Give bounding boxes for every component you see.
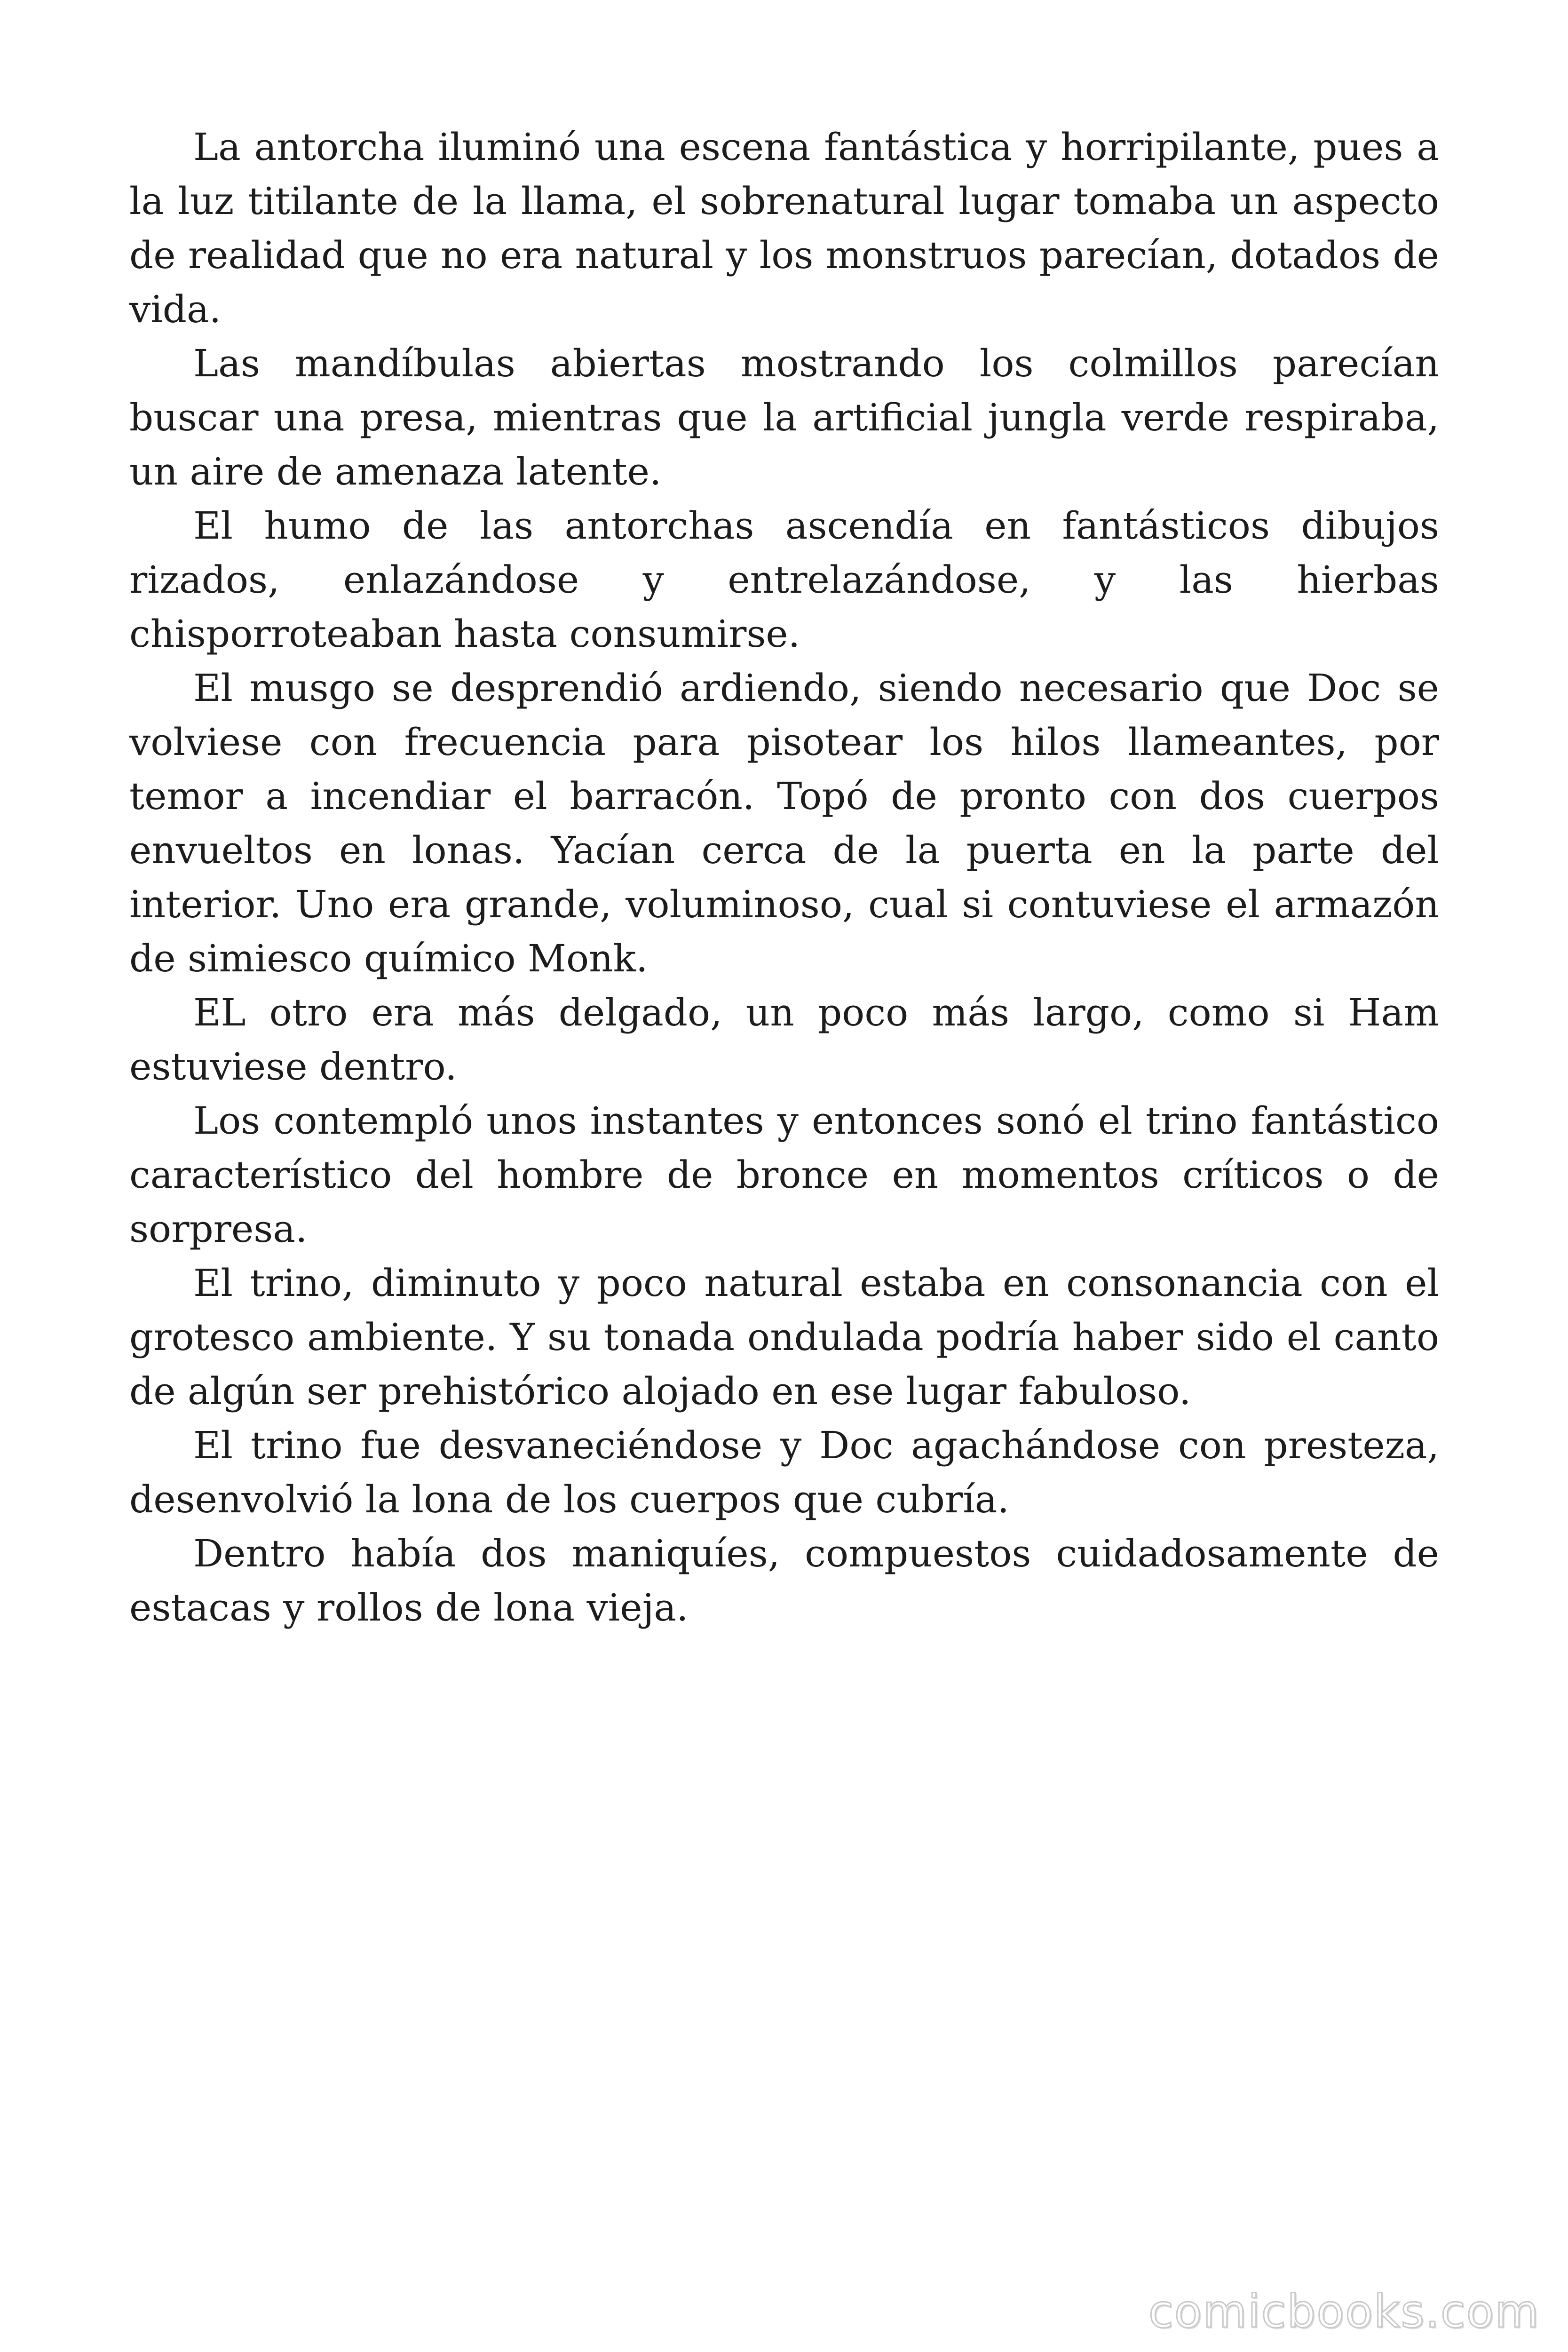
paragraph: EL otro era más delgado, un poco más largo, como si Ham estuviese dentro. [129, 991, 1439, 1089]
paragraph: El trino fue desvaneciéndose y Doc agachándose con presteza, desenvolvió la lona de los cuerpos que cubría. [129, 1423, 1439, 1521]
paragraph: El musgo se desprendió ardiendo, siendo necesario que Doc se volviese con frecuencia para pisotear los hilos llameantes, por temor a incendiar el barracón. Topó de pronto con dos cuerpos envueltos en lonas. Yacían cerca de la puerta en la parte del interior. Uno era grande, voluminoso, cual si contuviese el armazón de simiesco químico Monk. [129, 666, 1439, 980]
paragraph: La antorcha iluminó una escena fantástica y horripilante, pues a la luz titilante de la llama, el sobrenatural lugar tomaba un aspecto de realidad que no era natural y los monstruos parecían, dotados de vida. [129, 125, 1439, 331]
page-body [129, 120, 1439, 1635]
paragraph: El humo de las antorchas ascendía en fantásticos dibujos rizados, enlazándose y entrelazándose, y las hierbas chisporroteaban hasta consumirse. [129, 504, 1439, 656]
paragraph: Las mandíbulas abiertas mostrando los colmillos parecían buscar una presa, mientras que la artificial jungla verde respiraba, un aire de amenaza latente. [129, 342, 1439, 493]
paragraph: Dentro había dos maniquíes, compuestos cuidadosamente de estacas y rollos de lona vieja. [129, 1532, 1439, 1629]
paragraph: El trino, diminuto y poco natural estaba en consonancia con el grotesco ambiente. Y su tonada ondulada podría haber sido el canto de algún ser prehistórico alojado en ese lugar fabuloso. [129, 1261, 1439, 1413]
watermark: comicbooks.com [1148, 2285, 1540, 2338]
paragraph: Los contempló unos instantes y entonces sonó el trino fantástico característico del hombre de bronce en momentos críticos o de sorpresa. [129, 1099, 1439, 1251]
